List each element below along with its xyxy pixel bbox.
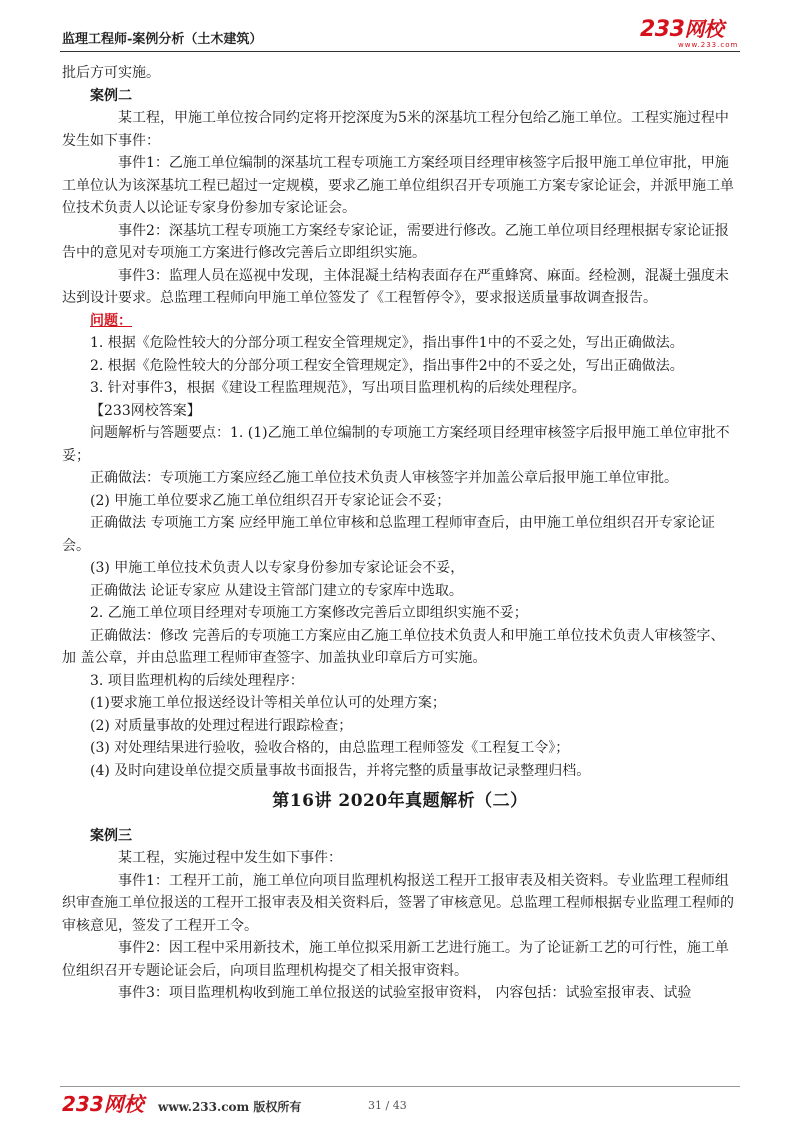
paragraph: 2. 乙施工单位项目经理对专项施工方案修改完善后立即组织实施不妥； bbox=[90, 605, 528, 621]
paragraph: 【233网校答案】 bbox=[90, 402, 201, 419]
paragraph: (3) 对处理结果进行验收，验收合格的，由总监理工程师签发《工程复工令》； bbox=[90, 740, 570, 756]
paragraph: 正确做法：专项施工方案应经乙施工单位技术负责人审核签字并加盖公章后报甲施工单位审批。 bbox=[90, 470, 678, 486]
logo-number: 233 bbox=[640, 17, 685, 42]
document-body bbox=[62, 62, 738, 1005]
page-number: 31 / 43 bbox=[368, 1099, 407, 1112]
logo-url: www.233.com bbox=[678, 41, 739, 49]
paragraph: 事件3：监理人员在巡视中发现，主体混凝土结构表面存在严重蜂窝、麻面。经检测，混凝土强度未达到设计要求。总监理工程师向甲施工单位签发了《工程暂停令》，要求报送质量事故调查报告。 bbox=[62, 267, 729, 306]
paragraph: 问题解析与答题要点：1. (1)乙施工单位编制的专项施工方案经项目经理审核签字后报甲施工单位审批不妥； bbox=[62, 425, 730, 464]
paragraph: 3. 项目监理机构的后续处理程序： bbox=[90, 672, 304, 689]
document-title: 监理工程师-案例分析（土木建筑） bbox=[62, 32, 263, 47]
paragraph: 正确做法 专项施工方案 应经甲施工单位审核和总监理工程师审查后，由甲施工单位组织召开专家论证会。 bbox=[62, 515, 715, 554]
paragraph: 事件1：乙施工单位编制的深基坑工程专项施工方案经项目经理审核签字后报甲施工单位审批，甲施工单位认为该深基坑工程已超过一定规模，要求乙施工单位组织召开专项施工方案专家论证会，并派甲施工单位技术负责人以论证专家身份参加专家论证会。 bbox=[62, 155, 734, 216]
paragraph: 正确做法：修改 完善后的专项施工方案应由乙施工单位技术负责人和甲施工单位技术负责人审核签字、加 盖公章，并由总监理工程师审查签字、加盖执业印章后方可实施。 bbox=[62, 627, 725, 666]
copyright-text: www.233.com 版权所有 bbox=[158, 1100, 302, 1114]
logo-text: 网校 bbox=[684, 17, 724, 41]
paragraph: 事件2：深基坑工程专项施工方案经专家论证，需要进行修改。乙施工单位项目经理根据专家论证报告中的意见对专项施工方案进行修改完善后立即组织实施。 bbox=[62, 222, 729, 261]
paragraph: 3. 针对事件3，根据《建设工程监理规范》，写出项目监理机构的后续处理程序。 bbox=[90, 380, 586, 396]
question-heading: 问题： bbox=[90, 312, 132, 329]
paragraph: 某工程，实施过程中发生如下事件： bbox=[118, 850, 342, 866]
paragraph: 正确做法 论证专家应 从建设主管部门建立的专家库中选取。 bbox=[90, 582, 463, 599]
page-header bbox=[0, 0, 800, 50]
case-heading: 案例二 bbox=[90, 87, 132, 104]
paragraph: (1)要求施工单位报送经设计等相关单位认可的处理方案； bbox=[90, 695, 446, 711]
paragraph: 批后方可实施。 bbox=[62, 65, 160, 81]
section-title: 第16讲 2020年真题解析（二） bbox=[272, 791, 528, 811]
paragraph: 某工程，甲施工单位按合同约定将开挖深度为5米的深基坑工程分包给乙施工单位。工程实施过程中发生如下事件： bbox=[62, 110, 729, 149]
paragraph: (2) 对质量事故的处理过程进行跟踪检查； bbox=[90, 717, 353, 734]
paragraph: 事件3：项目监理机构收到施工单位报送的试验室报审资料， 内容包括：试验室报审表、试验 bbox=[118, 985, 692, 1001]
paragraph: 事件1：工程开工前，施工单位向项目监理机构报送工程开工报审表及相关资料。专业监理工程师组织审查施工单位报送的工程开工报审表及相关资料后，签署了审核意见。总监理工程师根据专业监理工程师的审核意见，签发了工程开工令。 bbox=[62, 872, 734, 934]
footer-logo[interactable]: 233网校 bbox=[62, 1092, 144, 1116]
paragraph: 事件2：因工程中采用新技术，施工单位拟采用新工艺进行施工。为了论证新工艺的可行性，施工单位组织召开专题论证会后，向项目监理机构提交了相关报审资料。 bbox=[62, 940, 729, 979]
paragraph: (3) 甲施工单位技术负责人以专家身份参加专家论证会不妥， bbox=[90, 560, 465, 576]
paragraph: (4) 及时向建设单位提交质量事故书面报告，并将完整的质量事故记录整理归档。 bbox=[90, 762, 591, 779]
case-heading: 案例三 bbox=[90, 827, 132, 844]
paragraph: 1. 根据《危险性较大的分部分项工程安全管理规定》，指出事件1中的不妥之处，写出正确做法。 bbox=[90, 335, 684, 351]
brand-logo[interactable] bbox=[640, 18, 723, 41]
header-divider bbox=[60, 51, 740, 52]
paragraph: 2. 根据《危险性较大的分部分项工程安全管理规定》，指出事件2中的不妥之处，写出正确做法。 bbox=[90, 357, 684, 374]
footer-divider bbox=[60, 1086, 740, 1087]
paragraph: (2) 甲施工单位要求乙施工单位组织召开专家论证会不妥； bbox=[90, 492, 451, 509]
